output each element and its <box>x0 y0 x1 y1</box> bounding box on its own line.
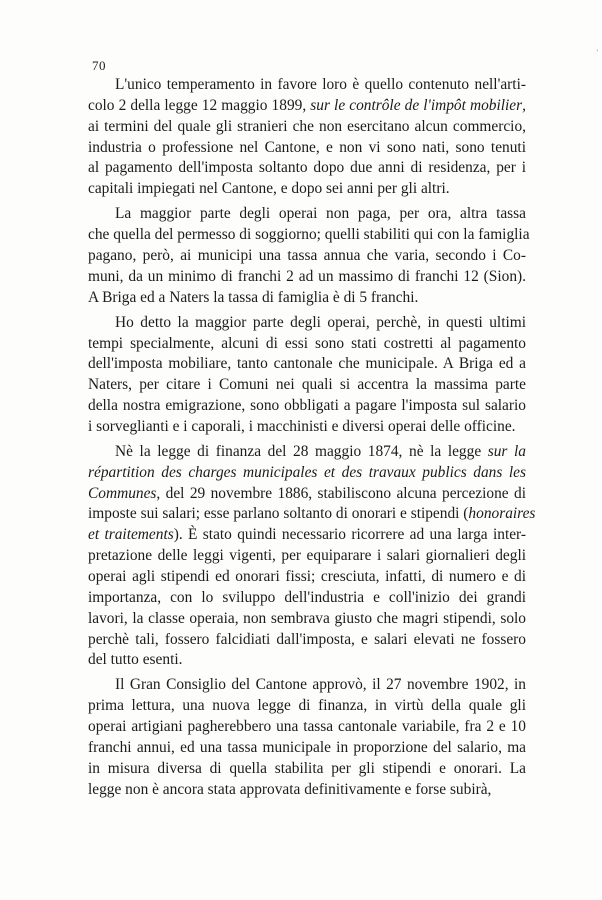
text-line: ai termini del quale gli stranieri che non esercitano alcun commercio, <box>88 117 526 135</box>
text-line: in misura diversa di quella stabilita per gli stipendi e onorari. La <box>88 759 526 777</box>
text-line: Nè la legge di finanza del 28 maggio 1874, nè la legge sur la <box>115 442 526 460</box>
text-line: legge non è ancora stata approvata definitivamente e forse subirà, <box>88 780 492 798</box>
text-line: et traitements). È stato quindi necessario ricorrere ad una larga inter- <box>88 526 526 544</box>
text-line <box>88 463 526 484</box>
italic-text: honoraires <box>468 505 536 523</box>
italic-text: Communes <box>88 484 157 502</box>
paragraph <box>88 442 536 671</box>
italic-text: et traitements <box>88 526 174 544</box>
text-line: L'unico temperamento in favore loro è quello contenuto nell'arti- <box>115 76 526 93</box>
text-line: Ho detto la maggior parte degli operai, perchè, in questi ultimi <box>115 313 526 331</box>
text-line: del tutto esenti. <box>88 651 183 669</box>
italic-text: sur la <box>487 442 526 460</box>
paragraph <box>88 75 526 200</box>
paragraph <box>88 313 526 438</box>
page-number: 70 <box>92 58 106 73</box>
text-line: che quella del permesso di soggiorno; quelli stabiliti qui con la famiglia <box>88 226 530 244</box>
text-line: franchi annui, ed una tassa municipale in proporzione del salario, ma <box>88 738 526 756</box>
text-line: importanza, con lo sviluppo dell'industria e coll'inizio dei grandi <box>88 588 526 606</box>
paragraph <box>88 204 530 308</box>
text-line: della nostra emigrazione, sono obbligati a pagare l'imposta sul salario <box>88 397 526 415</box>
paragraph <box>88 675 526 800</box>
italic-text: répartition des charges municipales et des travaux publics dans les <box>88 463 526 481</box>
text-line: pagano, però, ai municipi una tassa annua che varia, secondo i Co- <box>88 246 526 264</box>
text-line: colo 2 della legge 12 maggio 1899, sur le contrôle de l'impôt mobilier, <box>88 96 526 114</box>
body-text <box>88 75 536 805</box>
text-line: operai agli stipendi ed onorari fissi; cresciuta, infatti, di numero e di <box>88 567 526 585</box>
text-line: perchè tali, fossero falcidiati dall'imposta, e salari elevati ne fossero <box>88 630 526 648</box>
text-line: imposte sui salari; esse parlano soltanto di onorari e stipendi (honoraires <box>88 505 536 523</box>
text-line: i sorveglianti e i caporali, i macchinisti e diversi operai delle officine. <box>88 417 516 435</box>
text-line: Naters, per citare i Comuni nei quali si accentra la massima parte <box>88 376 526 394</box>
text-line: capitali impiegati nel Cantone, e dopo sei anni per gli altri. <box>88 180 450 198</box>
text-line: tempi specialmente, alcuni di essi sono stati costretti al pagamento <box>88 334 526 352</box>
text-line: Il Gran Consiglio del Cantone approvò, il 27 novembre 1902, in <box>115 676 526 694</box>
text-line: lavori, la classe operaia, non sembrava giusto che magri stipendi, solo <box>88 609 526 627</box>
text-line: al pagamento dell'imposta soltanto dopo due anni di residenza, per i <box>88 159 526 177</box>
text-line: muni, da un minimo di franchi 2 ad un massimo di franchi 12 (Sion). <box>88 267 526 285</box>
edge-mark: ' <box>596 48 598 58</box>
text-line: La maggior parte degli operai non paga, per ora, altra tassa <box>115 205 526 223</box>
text-line: prima lettura, una nuova legge di finanza, in virtù della quale gli <box>88 697 526 715</box>
text-line: pretazione delle leggi vigenti, per equiparare i salari giornalieri degli <box>88 547 526 565</box>
text-line: industria o professione nel Cantone, e non vi sono nati, sono tenuti <box>88 138 526 156</box>
text-line: operai artigiani pagherebbero una tassa cantonale variabile, fra 2 e 10 <box>88 718 526 736</box>
italic-text: sur le contrôle de l'impôt mobilier <box>310 96 523 114</box>
text-line: dell'imposta mobiliare, tanto cantonale che municipale. A Briga ed a <box>88 355 526 373</box>
text-line: Communes, del 29 novembre 1886, stabiliscono alcuna percezione di <box>88 484 526 502</box>
text-line: A Briga ed a Naters la tassa di famiglia è di 5 franchi. <box>88 288 419 306</box>
